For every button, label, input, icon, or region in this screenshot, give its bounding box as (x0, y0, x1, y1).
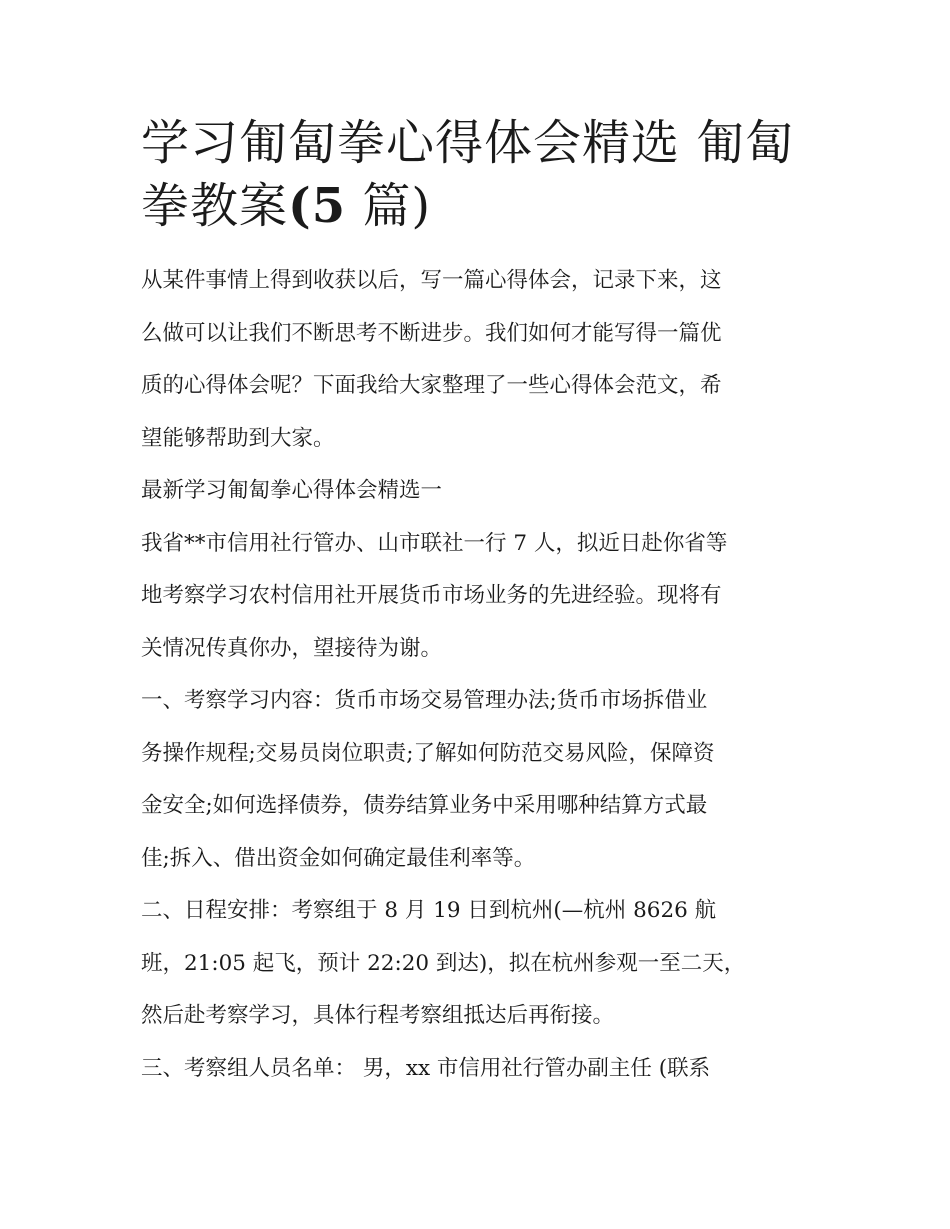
paragraph-line: 佳;拆入、借出资金如何确定最佳利率等。 (141, 845, 536, 871)
section-heading (141, 465, 813, 518)
paragraph-schedule (141, 885, 813, 1043)
paragraph-line: 一、考察学习内容：货币市场交易管理办法;货币市场拆借业 (141, 688, 708, 713)
paragraph-line: 然后赴考察学习，具体行程考察组抵达后再衔接。 (141, 1003, 615, 1028)
paragraph-line: 务操作规程;交易员岗位职责;了解如何防范交易风险，保障资 (141, 740, 715, 766)
paragraph-intro (141, 255, 813, 465)
paragraph-line: 关情况传真你办，望接待为谢。 (141, 635, 443, 661)
paragraph-visit-notice (141, 518, 813, 676)
paragraph-line: 么做可以让我们不断思考不断进步。我们如何才能写得一篇优 (141, 320, 722, 346)
title-line-2 (141, 175, 813, 238)
paragraph-line: 班，21:05 起飞，预计 22:20 到达)，拟在杭州参观一至二天， (141, 950, 746, 976)
paragraph-line: 金安全;如何选择债券，债券结算业务中采用哪种结算方式最 (141, 793, 708, 818)
paragraph-line: 望能够帮助到大家。 (141, 425, 335, 451)
document-content (141, 112, 813, 1095)
title-line-1: 学习匍匐拳心得体会精选 匍匐 (141, 115, 795, 171)
paragraph-study-content (141, 675, 813, 885)
title-line-2-bold: (5 (288, 178, 347, 234)
document-body (141, 255, 813, 1095)
paragraph-line: 地考察学习农村信用社开展货币市场业务的先进经验。现将有 (141, 583, 722, 608)
title-line-2-suffix: 篇) (346, 178, 432, 234)
paragraph-member-list (141, 1043, 813, 1096)
paragraph-line: 从某件事情上得到收获以后，写一篇心得体会，记录下来，这 (141, 268, 722, 293)
title-line-2-prefix: 拳教案 (141, 178, 289, 234)
paragraph-line: 我省**市信用社行管办、山市联社一行 7 人，拟近日赴你省等 (141, 530, 728, 556)
paragraph-line: 最新学习匍匐拳心得体会精选一 (141, 478, 443, 503)
document-title (141, 112, 813, 238)
paragraph-line: 二、日程安排：考察组于 8 月 19 日到杭州(—杭州 8626 航 (141, 898, 717, 923)
paragraph-line: 质的心得体会呢？下面我给大家整理了一些心得体会范文，希 (141, 373, 722, 398)
paragraph-line: 三、考察组人员名单： 男，xx 市信用社行管办副主任 (联系 (141, 1055, 711, 1081)
